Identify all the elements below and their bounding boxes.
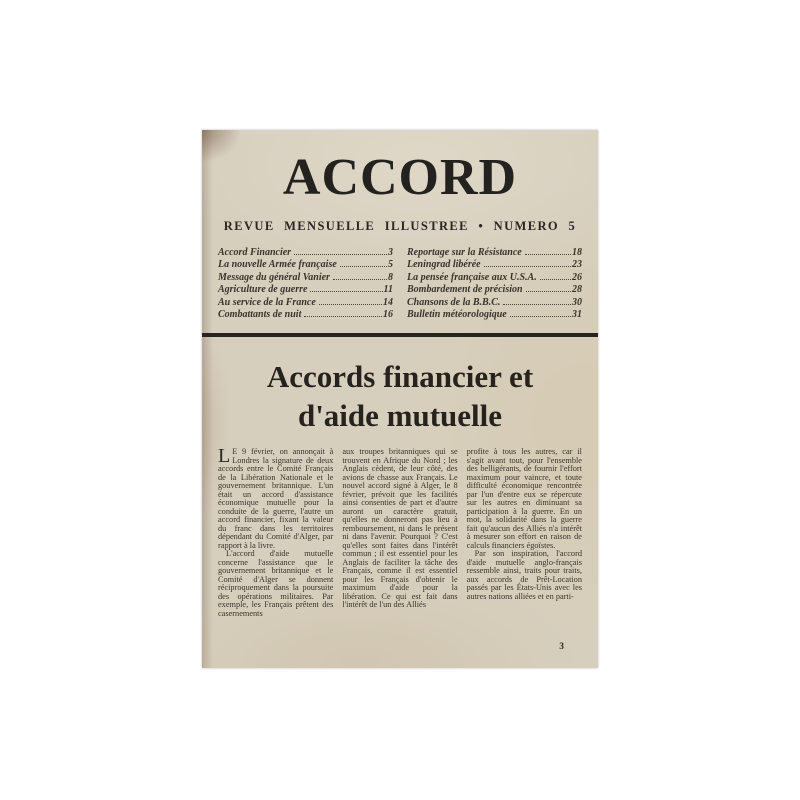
toc-column-right <box>407 247 582 321</box>
toc-dot-leader <box>525 254 571 255</box>
toc-entry-title: Bombardement de précision <box>407 284 523 296</box>
toc-entry <box>407 272 582 284</box>
toc-entry-title: Accord Financier <box>218 247 292 258</box>
body-paragraph: L E 9 février, on annonçait à Londres la signature de deux accords entre le Comité Français de la Libération Nationale et le gouvernement britannique. L'un était un accord d'assistance économique mutuelle pour la conduite de la guerre, l'autre un accord financier, fixant la valeur du franc dans les territoires dépendant du Comité d'Alger, par rapport à la livre. <box>218 445 334 550</box>
toc-entry <box>218 284 393 296</box>
body-paragraph: L'accord d'aide mutuelle concerne l'assistance que le gouvernement britannique et le Comité d'Alger se donnent réciproquement dans la poursuite des opérations militaires. Par exemple, les Français prêtent des casernements <box>218 549 334 618</box>
toc-entry-page: 14 <box>383 296 393 308</box>
article-body <box>218 445 582 618</box>
toc-entry <box>407 284 582 296</box>
body-paragraph: Par son inspiration, l'accord d'aide mutuelle anglo-français ressemble ainsi, traits pour traits, aux accords de Prêt-Location passés par les États-Unis avec les autres nations alliées et en parti- <box>466 549 582 601</box>
toc-entry-title: Leningrad libérée <box>407 259 481 271</box>
toc-entry-page: 26 <box>572 271 582 283</box>
toc-dot-leader <box>510 316 571 317</box>
article-column-3 <box>467 448 582 618</box>
toc-entry <box>218 259 393 271</box>
toc-dot-leader <box>484 266 571 267</box>
magazine-title: ACCORD <box>282 149 518 206</box>
toc-entry-page: 5 <box>388 259 393 271</box>
toc-entry-title: Agriculture de guerre <box>218 284 308 296</box>
toc-entry-title: Reportage sur la Résistance <box>407 247 522 258</box>
toc-entry-title: Au service de la France <box>218 296 316 308</box>
toc-entry <box>407 309 582 321</box>
toc-column-left <box>218 247 393 321</box>
article-column-1 <box>218 445 334 618</box>
body-paragraph: aux troupes britanniques qui se trouvent en Afrique du Nord ; les Anglais cèdent, de leur côté, des avions de chasse aux Français. Le nouvel accord signé à Alger, le 8 février, prévoit que les facilités ainsi consenties de part et d'autre auront un caractère gratuit, qu'elles ne donneront pas lieu à remboursement, ni dans le présent ni dans l'avenir. Pourquoi ? C'est qu'elles sont faites dans l'intérêt commun ; il est essentiel pour les Anglais de faciliter la tâche des Français, comme il est essentiel pour les Français d'obtenir le maximum d'aide pour la libération. Ce qui est fait dans l'intérêt de l'un des Alliés <box>342 447 458 610</box>
toc-entry-title: Message du général Vanier <box>218 271 330 283</box>
toc-entry-title: La pensée française aux U.S.A. <box>407 271 537 283</box>
toc-entry-page: 3 <box>388 247 393 258</box>
toc-entry-title: Chansons de la B.B.C. <box>407 296 501 308</box>
toc-entry-title: La nouvelle Armée française <box>218 259 337 271</box>
toc-entry-page: 23 <box>572 259 582 271</box>
toc-entry-page: 8 <box>388 271 393 283</box>
toc-entry-title: Bulletin météorologique <box>407 309 507 321</box>
toc-entry <box>218 309 393 321</box>
toc-entry-page: 16 <box>383 309 393 321</box>
article-title-line1: Accords financier et <box>266 359 534 395</box>
page-number: 3 <box>559 642 564 652</box>
divider-rule <box>202 333 598 337</box>
article-title-line2: d'aide mutuelle <box>297 398 503 434</box>
toc-dot-leader <box>304 316 382 317</box>
table-of-contents <box>218 247 582 321</box>
toc-entry-page: 28 <box>572 284 582 296</box>
toc-entry-title: Combattants de nuit <box>218 309 302 321</box>
toc-entry-page: 30 <box>572 296 582 308</box>
toc-dot-leader <box>526 291 571 292</box>
toc-entry <box>218 247 393 259</box>
toc-dot-leader <box>294 254 387 255</box>
toc-entry-page: 11 <box>383 284 393 296</box>
toc-dot-leader <box>503 304 571 305</box>
magazine-page <box>202 130 598 668</box>
toc-dot-leader <box>319 304 382 305</box>
body-paragraph: profite à tous les autres, car il s'agit avant tout, pour l'ensemble des belligérants, de fournir l'effort maximum pour vaincre, et toute difficulté économique rencontrée par l'un d'entre eux se répercute sur les autres en diminuant sa participation à la guerre. En un mot, la solidarité dans la guerre fait qu'aucun des Alliés n'a intérêt à mesurer son effort en raison de calculs financiers égoïstes. <box>466 447 582 550</box>
magazine-subtitle: REVUE MENSUELLE ILLUSTREE • NUMERO 5 <box>223 219 577 233</box>
toc-entry <box>218 297 393 309</box>
toc-entry-page: 18 <box>572 247 582 258</box>
toc-dot-leader <box>310 291 382 292</box>
article-column-2 <box>342 448 457 618</box>
article-title <box>218 357 582 435</box>
toc-entry <box>407 259 582 271</box>
toc-entry-page: 31 <box>572 309 582 321</box>
toc-dot-leader <box>333 279 387 280</box>
toc-entry <box>407 297 582 309</box>
toc-dot-leader <box>540 279 571 280</box>
drop-cap: L <box>218 445 231 468</box>
toc-entry <box>407 247 582 259</box>
toc-entry <box>218 272 393 284</box>
toc-dot-leader <box>340 266 387 267</box>
